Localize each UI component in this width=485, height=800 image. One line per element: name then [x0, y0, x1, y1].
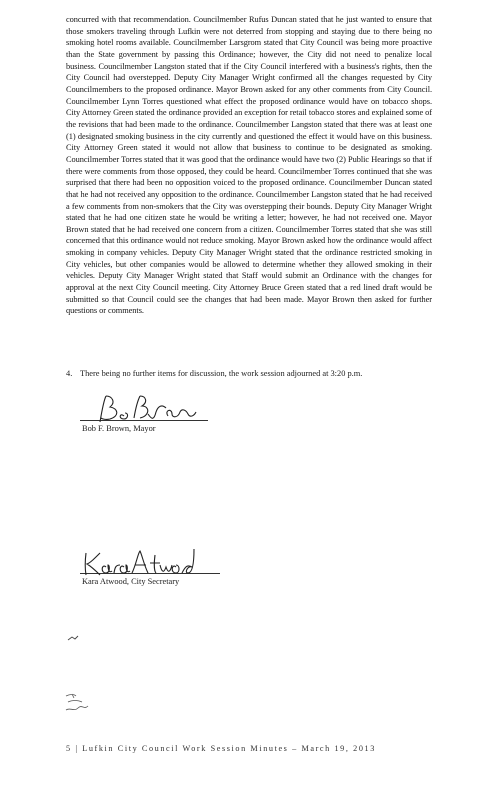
mayor-caption: Bob F. Brown, Mayor	[82, 424, 156, 433]
mayor-signature-block	[80, 392, 280, 434]
page-footer: 5 | Lufkin City Council Work Session Minutes – March 19, 2013	[66, 744, 376, 753]
secretary-signature-block	[80, 545, 280, 587]
secretary-signature-line	[80, 573, 220, 574]
secretary-caption: Kara Atwood, City Secretary	[82, 577, 180, 586]
handwritten-initials	[62, 690, 92, 716]
adjournment-item	[66, 368, 446, 379]
item-number: 4.	[66, 369, 73, 378]
item-text: There being no further items for discussion, the work session adjourned at 3:20 p.m.	[80, 369, 363, 378]
mayor-signature-line	[80, 420, 208, 421]
minutes-paragraph: concurred with that recommendation. Councilmember Rufus Duncan stated that he just wanted to ensure that those smokers traveling through Lufkin were not deterred from stopping and staying due to there being no smoking hotel rooms available. Councilmember Larsgrom stated that City Council was being more proactive than the State government by passing this Ordinance; however, the City did not need to penalize local business. Councilmember Langston stated that if the City Council interfered with a business's rights, then the City Council had overstepped. Deputy City Manager Wright confirmed all the changes requested by City Councilmembers to the proposed ordinance. Mayor Brown asked for any other comments from City Council. Councilmember Lynn Torres questioned what effect the proposed ordinance would have on tobacco shops. City Attorney Green stated the ordinance provided an exception for retail tobacco stores and explained some of the revisions that had been made to the ordinance. Councilmember Langston stated that there was at least one (1) designated smoking business in the city currently and questioned the effect it would have on this business. City Attorney Green stated it would not allow that business to continue to be designated as smoking. Councilmember Torres stated that it was good that the ordinance would have two (2) Public Hearings so that if there were comments from those opposed, they could be heard. Councilmember Torres continued that she was surprised that there had been no opposition voiced to the proposed ordinance. Councilmember Duncan stated that he had not received any opposition to the ordinance. Councilmember Langston stated that he had received a few comments from non-smokers that the City was overstepping their bounds. Deputy City Manager Wright stated that he had one citizen state he would be writing a letter; however, he had not received one. Mayor Brown stated that he had received one concern from a citizen. Councilmember Torres stated that she was still concerned that this ordinance would not reduce smoking. Mayor Brown asked how the ordinance would affect smoking in company vehicles. Deputy City Manager Wright stated that the ordinance restricted smoking in City vehicles, but other companies would be allowed to determine whether they allowed smoking in their vehicles. Deputy City Manager Wright stated that Staff would submit an Ordinance with the changes for approval at the next City Council meeting. City Attorney Bruce Green stated that a red lined draft would be submitted so that Council could see the changes that had been made. Mayor Brown then asked for further questions or comments.	[66, 15, 432, 316]
handwritten-mark	[66, 634, 80, 644]
